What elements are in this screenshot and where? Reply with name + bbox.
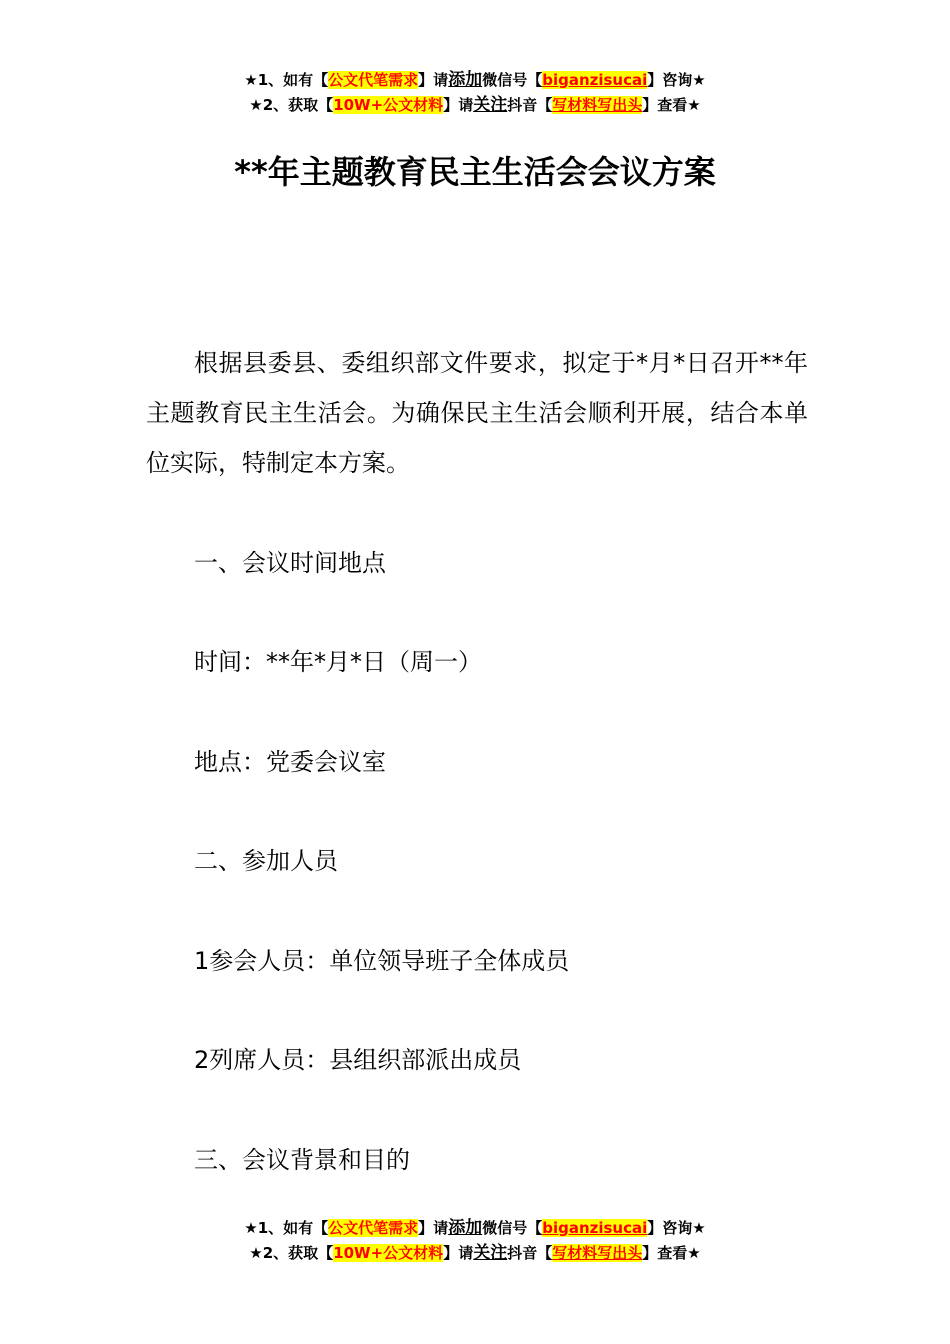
participants-attendees: 1参会人员：单位领导班子全体成员 xyxy=(194,947,570,975)
footer-line-2-mid: 】请 xyxy=(443,1244,474,1262)
promo-line-1 xyxy=(0,68,950,93)
promo-line-1-highlight-service: 公文代笔需求 xyxy=(328,71,419,89)
meeting-time: 时间：**年*月*日（周一） xyxy=(194,648,482,676)
promo-line-2-douyin-account[interactable]: 写材料写出头 xyxy=(552,96,643,114)
footer-promo-line-2 xyxy=(0,1241,950,1266)
promo-line-2 xyxy=(0,93,950,118)
section-heading-background-purpose: 三、会议背景和目的 xyxy=(194,1146,410,1174)
footer-line-1-prefix: ★1、如有【 xyxy=(244,1219,329,1237)
footer-line-1-emphasis: 添加 xyxy=(448,1218,483,1238)
footer-line-2-emphasis: 关注 xyxy=(473,1243,508,1263)
participants-observers: 2列席人员：县组织部派出成员 xyxy=(194,1046,522,1074)
section-heading-participants: 二、参加人员 xyxy=(194,847,338,875)
meeting-location: 地点：党委会议室 xyxy=(194,748,386,776)
promo-line-1-mid: 】请 xyxy=(418,71,449,89)
footer-line-1-suffix: 】咨询★ xyxy=(647,1219,706,1237)
footer-line-2-douyin-account[interactable]: 写材料写出头 xyxy=(552,1244,643,1262)
footer-promo-line-1 xyxy=(0,1216,950,1241)
promo-line-2-prefix: ★2、获取【 xyxy=(249,96,334,114)
intro-paragraph: 根据县委县、委组织部文件要求，拟定于*月*日召开**年主题教育民主生活会。为确保民主生活会顺利开展，结合本单位实际，特制定本方案。 xyxy=(146,349,808,477)
footer-line-2-mid2: 抖音【 xyxy=(507,1244,553,1262)
section-heading-time-location: 一、会议时间地点 xyxy=(194,549,386,577)
promo-line-2-emphasis: 关注 xyxy=(473,95,508,115)
footer-line-2-suffix: 】查看★ xyxy=(642,1244,701,1262)
promo-line-2-highlight-materials: 10W+公文材料 xyxy=(333,96,444,114)
footer-promo-banner xyxy=(0,1216,950,1266)
document-title: **年主题教育民主生活会会议方案 xyxy=(234,153,716,191)
footer-line-1-highlight-service: 公文代笔需求 xyxy=(328,1219,419,1237)
footer-line-1-mid: 】请 xyxy=(418,1219,449,1237)
footer-line-1-mid2: 微信号【 xyxy=(482,1219,543,1237)
promo-line-2-mid2: 抖音【 xyxy=(507,96,553,114)
promo-line-2-mid: 】请 xyxy=(443,96,474,114)
promo-line-1-suffix: 】咨询★ xyxy=(647,71,706,89)
promo-line-1-mid2: 微信号【 xyxy=(482,71,543,89)
promo-line-1-prefix: ★1、如有【 xyxy=(244,71,329,89)
header-promo-banner xyxy=(0,68,950,118)
footer-line-2-prefix: ★2、获取【 xyxy=(249,1244,334,1262)
promo-line-2-suffix: 】查看★ xyxy=(642,96,701,114)
footer-line-2-highlight-materials: 10W+公文材料 xyxy=(333,1244,444,1262)
promo-line-1-wechat-id[interactable]: biganzisucai xyxy=(542,71,648,89)
promo-line-1-emphasis: 添加 xyxy=(448,70,483,90)
footer-line-1-wechat-id[interactable]: biganzisucai xyxy=(542,1219,648,1237)
